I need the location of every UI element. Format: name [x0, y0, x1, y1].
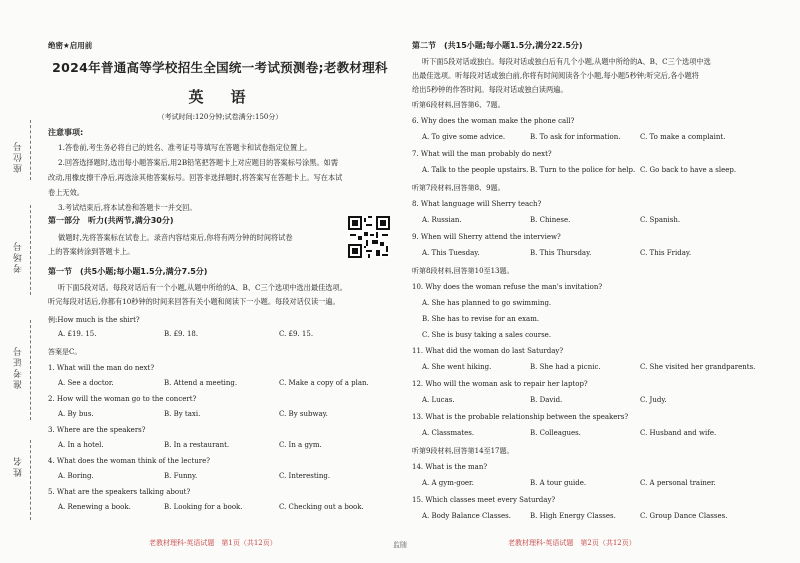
- exam-title: 2024年普通高等学校招生全国统一考试预测卷;老教材理科: [52, 60, 388, 75]
- option-c: C. She visited her grandparents.: [640, 363, 756, 371]
- section2-heading: 第二节 (共15小题;每小题1.5分,满分22.5分): [412, 41, 583, 50]
- question: 13. What is the probable relationship between the speakers?: [412, 413, 629, 421]
- margin-label-seat: 座位号: [14, 140, 24, 173]
- option-b: B. A tour guide.: [530, 479, 587, 487]
- question: 15. Which classes meet every Saturday?: [412, 496, 556, 504]
- option-b: B. She has to revise for an exam.: [422, 315, 540, 323]
- option-b: B. She had a picnic.: [530, 363, 601, 371]
- option-a: A. A gym-goer.: [422, 479, 474, 487]
- option-a: A. She has planned to go swimming.: [422, 299, 552, 307]
- secret-mark: 绝密★启用前: [48, 41, 93, 50]
- note-line: 1.答卷前,考生务必将自己的姓名、准考证号等填写在答题卡和试卷指定位置上。: [58, 143, 312, 152]
- option-b: B. Funny.: [164, 472, 198, 480]
- section1-heading: 第一节 (共5小题;每小题1.5分,满分7.5分): [48, 267, 208, 276]
- option-b: B. High Energy Classes.: [530, 512, 616, 520]
- option-b: B. Attend a meeting.: [164, 379, 238, 387]
- option-a: A. To give some advice.: [422, 133, 506, 141]
- option-b: B. This Thursday.: [530, 249, 592, 257]
- question: 7. What will the man probably do next?: [412, 150, 552, 158]
- example-option: C. £9. 15.: [279, 330, 314, 338]
- section2-para: 给出5秒钟的作答时间。每段对话或独白读两遍。: [412, 85, 568, 94]
- page-footer-right: 老教材理科-英语试题 第2页（共12页）: [508, 539, 636, 547]
- option-c: C. Checking out a book.: [279, 503, 364, 511]
- section1-para: 听完每段对话后,你都有10秒钟的时间来回答有关小题和阅读下一小题。每段对话仅读一遍。: [48, 297, 340, 306]
- margin-divider: [30, 120, 31, 180]
- question: 4. What does the woman think of the lecture?: [48, 457, 211, 465]
- qr-code-icon: [348, 216, 390, 258]
- option-c: C. Make a copy of a plan.: [279, 379, 369, 387]
- margin-label-ticket: 准考证号: [14, 345, 24, 389]
- instruction: 听第7段材料,回答第8、9题。: [412, 184, 505, 192]
- option-c: C. Group Dance Classes.: [640, 512, 728, 520]
- instruction: 听第6段材料,回答第6、7题。: [412, 101, 505, 109]
- part1-para: 上的答案转涂到答题卡上。: [48, 247, 135, 256]
- section1-para: 听下面5段对话。每段对话后有一个小题,从题中所给的A、B、C三个选项中选出最佳选项。: [58, 283, 347, 292]
- option-c: C. A personal trainer.: [640, 479, 716, 487]
- option-b: B. Colleagues.: [530, 429, 581, 437]
- part1-para: 做题时,先将答案标在试卷上。录音内容结束后,你将有两分钟的时间将试卷: [58, 233, 293, 242]
- question: 9. When will Sherry attend the interview?: [412, 233, 561, 241]
- part1-heading: 第一部分 听力(共两节,满分30分): [48, 216, 174, 225]
- option-b: B. To ask for information.: [530, 133, 621, 141]
- question: 14. What is the man?: [412, 463, 488, 471]
- option-a: A. This Tuesday.: [422, 249, 480, 257]
- option-c: C. In a gym.: [279, 441, 322, 449]
- option-b: B. Looking for a book.: [164, 503, 243, 511]
- binding-margin: [0, 0, 40, 563]
- time-note: （考试时间:120分钟;试卷满分:150分）: [157, 113, 283, 121]
- option-a: A. Boring.: [58, 472, 94, 480]
- option-c: C. Interesting.: [279, 472, 331, 480]
- option-c: C. Husband and wife.: [640, 429, 717, 437]
- option-c: C. Judy.: [640, 396, 667, 404]
- option-c: C. She is busy taking a sales course.: [422, 331, 552, 339]
- section2-para: 听下面5段对话或独白。每段对话或独白后有几个小题,从题中所给的A、B、C三个选项中选: [422, 57, 711, 66]
- notes-heading: 注意事项:: [48, 128, 84, 137]
- option-c: C. Spanish.: [640, 216, 681, 224]
- question: 10. Why does the woman refuse the man's invitation?: [412, 283, 603, 291]
- option-a: A. In a hotel.: [58, 441, 104, 449]
- margin-divider: [30, 320, 31, 420]
- option-a: A. Classmates.: [422, 429, 475, 437]
- margin-label-name: 姓名: [14, 455, 24, 477]
- example-option: B. £9. 18.: [164, 330, 199, 338]
- page-right: [408, 0, 788, 563]
- option-a: A. Body Balance Classes.: [422, 512, 511, 520]
- note-line: 改动,用橡皮擦干净后,再选涂其他答案标号。回答非选择题时,将答案写在答题卡上。写在本试: [48, 173, 343, 182]
- margin-label-room: 考场号: [14, 240, 24, 273]
- page-left: [44, 0, 396, 563]
- margin-divider: [30, 205, 31, 295]
- example-answer: 答案是C。: [48, 348, 82, 356]
- question: 1. What will the man do next?: [48, 364, 155, 372]
- example-question: 例:How much is the shirt?: [48, 316, 140, 324]
- example-option: A. £19. 15.: [58, 330, 97, 338]
- option-b: B. Chinese.: [530, 216, 571, 224]
- question: 6. Why does the woman make the phone call?: [412, 117, 575, 125]
- note-line: 2.回答选择题时,选出每小题答案后,用2B铅笔把答题卡上对应题目的答案标号涂黑。如需: [58, 158, 339, 167]
- page-footer-left: 老教材理科-英语试题 第1页（共12页）: [149, 539, 277, 547]
- note-line: 卷上无效。: [48, 188, 84, 197]
- option-a: A. Lucas.: [422, 396, 455, 404]
- instruction: 听第9段材料,回答第14至17题。: [412, 447, 514, 455]
- option-c: C. This Friday.: [640, 249, 692, 257]
- option-b: B. Turn to the police for help.: [530, 166, 636, 174]
- question: 2. How will the woman go to the concert?: [48, 395, 197, 403]
- option-c: C. Go back to have a sleep.: [640, 166, 737, 174]
- option-a: A. Talk to the people upstairs.: [422, 166, 529, 174]
- margin-divider: [30, 440, 31, 520]
- option-a: A. She went hiking.: [422, 363, 492, 371]
- subject-title: 英 语: [188, 88, 252, 106]
- option-b: B. By taxi.: [164, 410, 201, 418]
- option-c: C. To make a complaint.: [640, 133, 726, 141]
- instruction: 听第8段材料,回答第10至13题。: [412, 267, 514, 275]
- question: 3. Where are the speakers?: [48, 426, 146, 434]
- center-mark: 监随: [393, 541, 407, 549]
- question: 8. What language will Sherry teach?: [412, 200, 542, 208]
- question: 11. What did the woman do last Saturday?: [412, 347, 564, 355]
- option-b: B. In a restaurant.: [164, 441, 230, 449]
- option-a: A. Renewing a book.: [58, 503, 131, 511]
- note-line: 3.考试结束后,将本试卷和答题卡一并交回。: [58, 203, 197, 212]
- section2-para: 出最佳选项。听每段对话或独白前,你将有时间阅读各个小题,每小题5秒钟;听完后,各小题将: [412, 71, 699, 80]
- option-a: A. By bus.: [58, 410, 94, 418]
- option-a: A. See a doctor.: [58, 379, 114, 387]
- option-a: A. Russian.: [422, 216, 462, 224]
- option-c: C. By subway.: [279, 410, 328, 418]
- question: 5. What are the speakers talking about?: [48, 488, 191, 496]
- option-b: B. David.: [530, 396, 563, 404]
- question: 12. Who will the woman ask to repair her laptop?: [412, 380, 588, 388]
